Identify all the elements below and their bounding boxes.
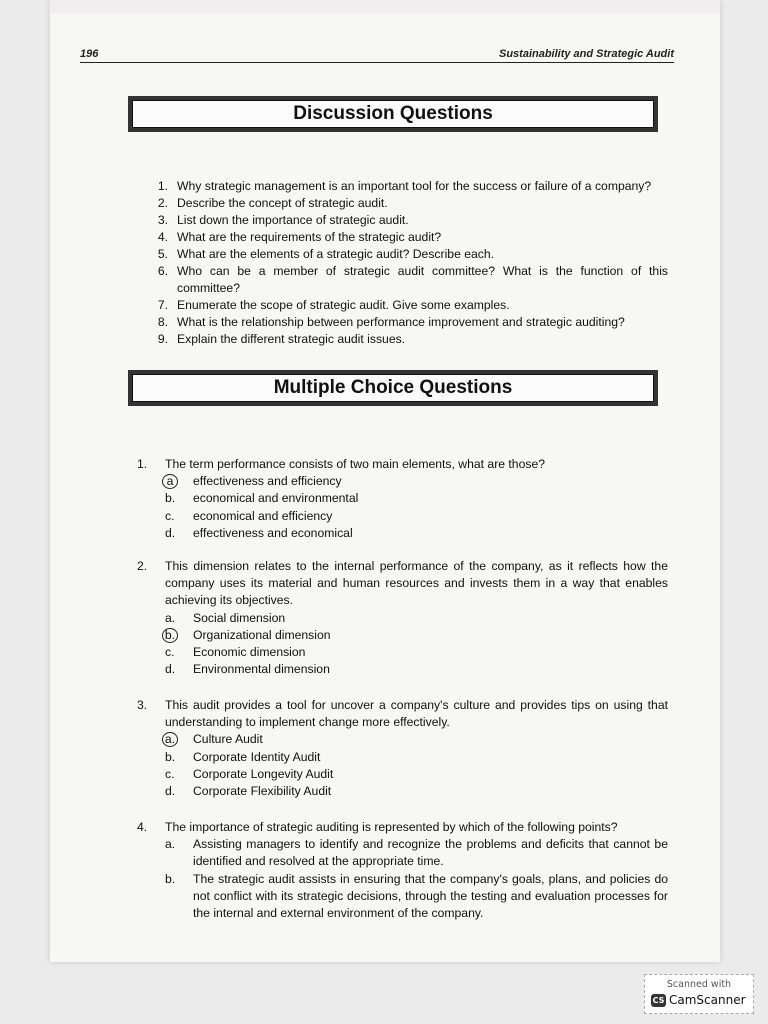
question-stem: 1. The term performance consists of two main elements, what are those?	[137, 457, 546, 471]
camscanner-watermark	[644, 974, 754, 1014]
circled-answer-mark: a.	[162, 732, 178, 747]
circled-answer-mark: b.	[162, 628, 178, 643]
question-stem: 3. This audit provides a tool for uncover a company's culture and provides tips on using that understanding to implement change more effectively.	[137, 698, 668, 730]
discussion-item: 4. What are the requirements of the strategic audit?	[157, 230, 442, 244]
option-b: b. economical and environmental	[165, 491, 359, 506]
mcq-question-2	[128, 558, 668, 678]
option-a-selected: a. Culture Audit	[128, 731, 668, 748]
mcq-question-4	[128, 819, 668, 922]
page-top-strip	[50, 0, 720, 14]
question-stem: 4. The importance of strategic auditing is represented by which of the following points?	[137, 820, 618, 834]
option-d: d. effectiveness and economical	[165, 525, 353, 540]
option-b: b. Corporate Identity Audit	[165, 749, 321, 764]
circled-answer-mark: a	[162, 474, 178, 489]
mcq-question-3	[128, 697, 668, 800]
mcq-title: Multiple Choice Questions	[132, 374, 654, 402]
discussion-title: Discussion Questions	[132, 100, 654, 128]
option-d: d. Corporate Flexibility Audit	[165, 784, 332, 799]
discussion-item: 6. Who can be a member of strategic audit committee? What is the function of this committee?	[157, 264, 668, 295]
discussion-title-box	[128, 96, 658, 132]
page-header	[80, 44, 674, 63]
discussion-item: 5. What are the elements of a strategic audit? Describe each.	[157, 247, 495, 261]
option-a-selected: a effectiveness and efficiency	[128, 473, 668, 490]
running-title: Sustainability and Strategic Audit	[498, 48, 674, 60]
scanned-with-text: Scanned with	[666, 979, 732, 990]
discussion-list	[128, 178, 668, 348]
discussion-item: 8. What is the relationship between performance improvement and strategic auditing?	[157, 315, 625, 329]
mcq-title-box	[128, 370, 658, 406]
option-c: c. Corporate Longevity Audit	[165, 766, 334, 781]
option-c: c. economical and efficiency	[165, 508, 333, 523]
discussion-item: 3. List down the importance of strategic audit.	[157, 213, 409, 227]
discussion-item: 9. Explain the different strategic audit issues.	[157, 332, 406, 346]
discussion-item: 2. Describe the concept of strategic audit.	[157, 196, 388, 210]
option-b: b. The strategic audit assists in ensuring that the company's goals, plans, and policies do not conflict with its strategic decisions, through the testing and evaluation processes for the internal and external environment of the company.	[165, 871, 668, 921]
discussion-item: 1. Why strategic management is an important tool for the success or failure of a company?	[157, 179, 652, 193]
camscanner-logo-icon: CS	[652, 995, 665, 1005]
question-stem: 2. This dimension relates to the internal performance of the company, as it reflects how the company uses its material and human resources and invests them in a way that enables achieving its objectives.	[137, 559, 668, 608]
discussion-item: 7. Enumerate the scope of strategic audit. Give some examples.	[157, 298, 510, 312]
option-a: a. Social dimension	[165, 610, 286, 625]
option-d: d. Environmental dimension	[165, 662, 330, 677]
option-c: c. Economic dimension	[165, 645, 306, 660]
option-b-selected: b. Organizational dimension	[128, 627, 668, 644]
page-number: 196	[80, 48, 99, 60]
option-a: a. Assisting managers to identify and recognize the problems and deficits that cannot be identified and resolved at the appropriate time.	[165, 837, 668, 869]
mcq-question-1	[128, 456, 668, 542]
camscanner-brand: CamScanner	[669, 993, 746, 1007]
